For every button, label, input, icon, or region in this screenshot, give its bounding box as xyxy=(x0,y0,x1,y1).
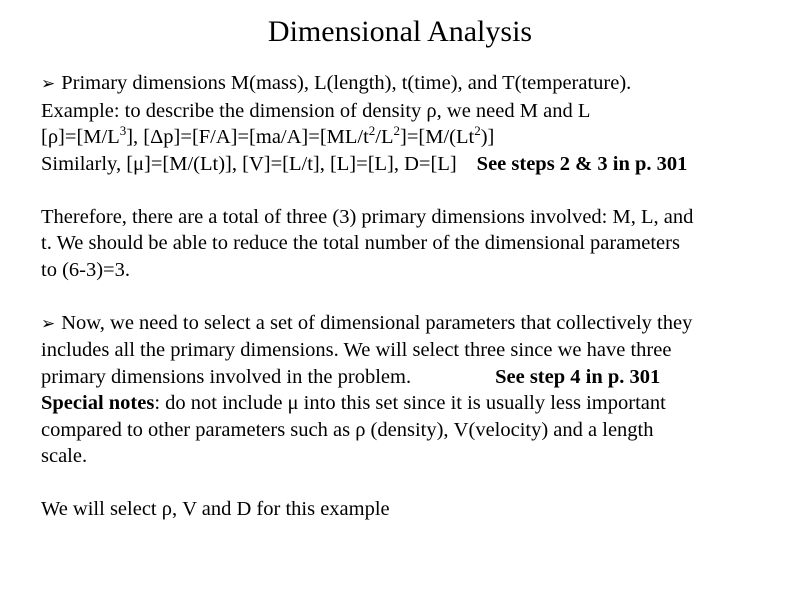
slide-title: Dimensional Analysis xyxy=(267,15,533,48)
primary-dimensions-text: Primary dimensions M(mass), L(length), t(time), and T(temperature). xyxy=(61,72,632,94)
therefore-line-1: Therefore, there are a total of three (3) primary dimensions involved: M, L, and xyxy=(41,205,694,228)
special-notes-line-3: scale. xyxy=(41,445,88,467)
therefore-line-2: t. We should be able to reduce the total number of the dimensional parameters xyxy=(41,232,680,254)
steps-2-3-reference: See steps 2 & 3 in p. 301 xyxy=(476,152,688,175)
select-parameters-line-1: ➢ Now, we need to select a set of dimensional parameters that collectively they xyxy=(41,311,693,334)
therefore-line-3: to (6-3)=3. xyxy=(41,258,130,281)
similarly-line xyxy=(41,151,771,178)
special-notes-label: Special notes xyxy=(41,392,155,414)
bullet-arrow-icon: ➢ xyxy=(41,313,56,334)
slide-body xyxy=(41,70,771,523)
similarly-text: Similarly, [μ]=[M/(Lt)], [V]=[L/t], [L]=[L], D=[L] xyxy=(41,152,457,175)
select-parameters-line-3: primary dimensions involved in the problem. See step 4 in p. 301 xyxy=(41,365,661,388)
special-notes-line: Special notes: do not include μ into this set since it is usually less important xyxy=(41,392,666,414)
step-4-reference: See step 4 in p. 301 xyxy=(495,365,661,388)
selection-conclusion: We will select ρ, V and D for this example xyxy=(41,498,390,520)
density-example-line: Example: to describe the dimension of density ρ, we need M and L xyxy=(41,99,591,122)
density-dimension-equation: $[\rho]=[M/L^3]$, $[\Delta p]=[F/A]=[ma/A]=[ML/t^2/L^2]=[M/(Lt^2)]$ xyxy=(41,123,495,148)
special-notes-line-2: compared to other parameters such as ρ (density), V(velocity) and a length xyxy=(41,418,654,441)
primary-dimensions-line xyxy=(41,70,771,98)
bullet-arrow-icon: ➢ xyxy=(41,74,56,94)
select-parameters-line-2: includes all the primary dimensions. We will select three since we have three xyxy=(41,339,672,361)
